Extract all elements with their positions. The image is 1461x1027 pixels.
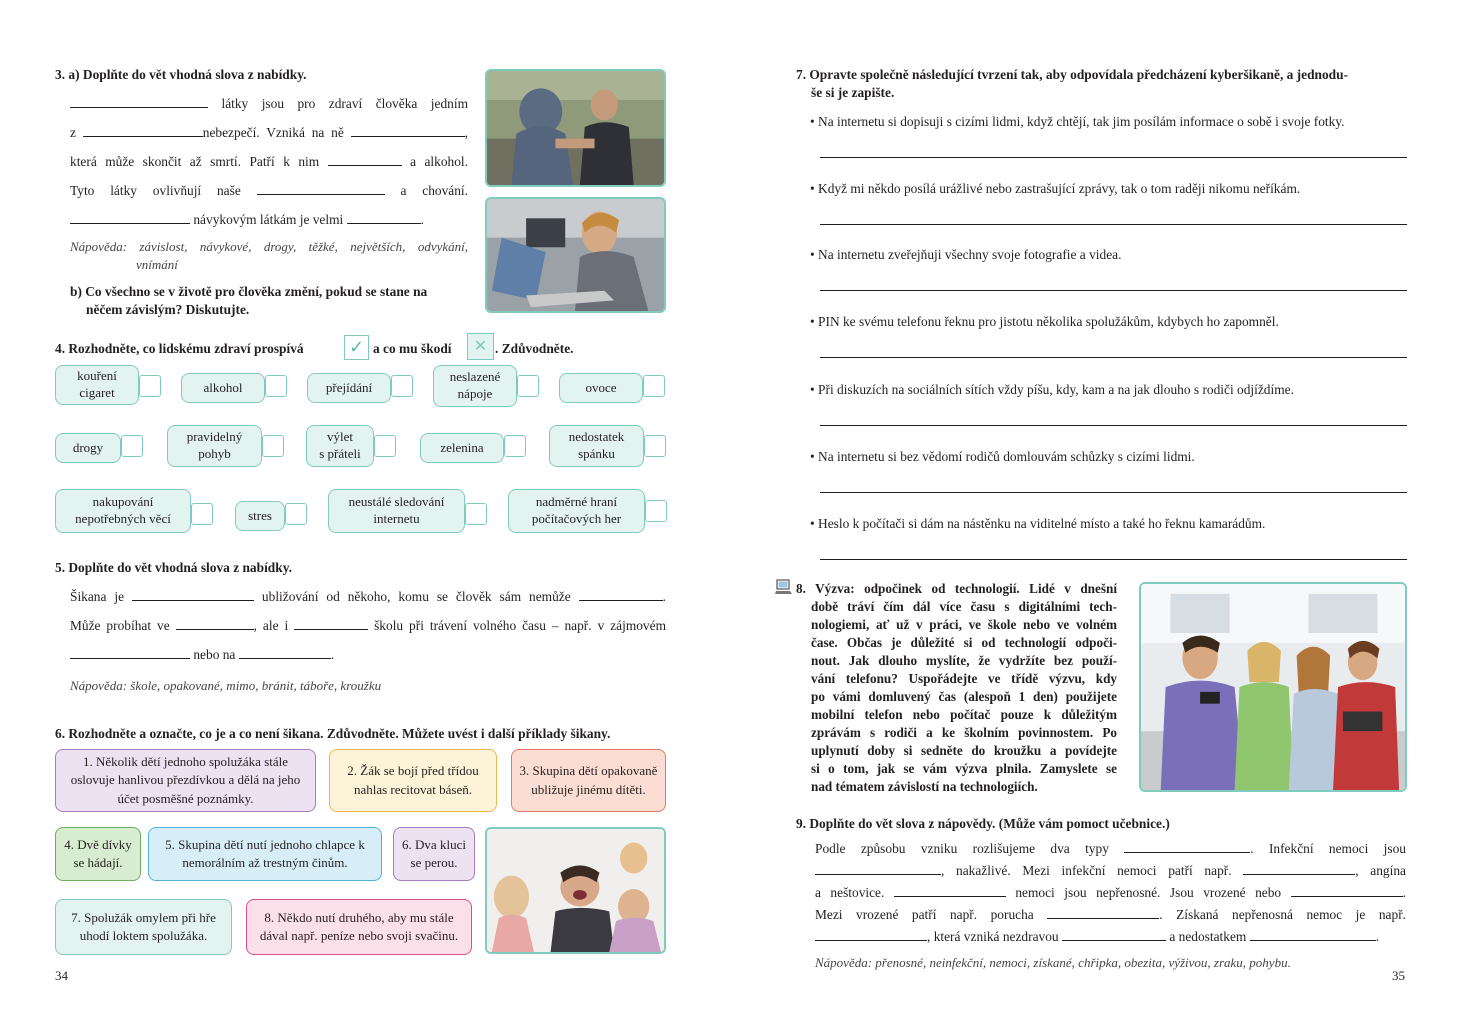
chip-koureni[interactable]: kouření cigaret [55, 365, 139, 405]
chip-checkbox[interactable] [191, 503, 213, 525]
q9-hint: Nápověda: přenosné, neinfekční, nemoci, získané, chřipka, obezita, výživou, zraku, pohybu. [815, 955, 1291, 970]
chip-ovoce[interactable]: ovoce [559, 373, 643, 403]
answer-line[interactable] [820, 492, 1407, 493]
q5-blank[interactable] [70, 646, 190, 659]
q3-hint-cont: vnímání [136, 257, 178, 272]
q3-blank[interactable] [328, 153, 402, 166]
bullying-card-6[interactable]: 6. Dva kluci se perou. [393, 827, 475, 881]
photo-kids-fighting [485, 827, 666, 954]
chip-checkbox[interactable] [643, 375, 665, 397]
bullying-card-1[interactable]: 1. Několik dětí jednoho spolužáka stále oslovuje hanlivou přezdívkou a dělá na jeho účet posměšné poznámky. [55, 749, 316, 812]
q7-statement-5: • Při diskuzích na sociálních sítích vždy píšu, kdy, kam a na jak dlouho s rodiči odjíždíme. [810, 382, 1294, 397]
answer-line[interactable] [820, 357, 1407, 358]
q7-statement-1: • Na internetu si dopisuji s cizími lidmi, když chtějí, tak jim posílám informace o sobě i svoje fotky. [810, 114, 1345, 129]
q9-line1: Podle způsobu vzniku rozlišujeme dva typy . Infekční nemoci jsou [815, 841, 1406, 856]
q9-blank[interactable] [815, 928, 927, 941]
q9-blank[interactable] [1124, 840, 1250, 853]
q3b-question: b) Co všechno se v životě pro člověka změní, pokud se stane na [70, 284, 428, 299]
q3-line3: která může skončit až smrtí. Patří k nim a alkohol. [70, 154, 468, 169]
answer-line[interactable] [820, 224, 1407, 225]
q3-blank[interactable] [257, 182, 385, 195]
q9-blank[interactable] [1047, 906, 1159, 919]
q5-blank[interactable] [579, 588, 663, 601]
q9-blank[interactable] [1250, 928, 1376, 941]
q9-blank[interactable] [815, 862, 941, 875]
q9-line4: Mezi vrozené patří např. porucha . Získaná nepřenosná nemoc je např. [815, 907, 1406, 922]
chip-neslazene-napoje[interactable]: neslazené nápoje [433, 365, 517, 407]
q3-line4: Tyto látky ovlivňují naše a chování. [70, 183, 468, 198]
chip-checkbox[interactable] [645, 500, 667, 522]
chip-checkbox[interactable] [504, 435, 526, 457]
chip-drogy[interactable]: drogy [55, 433, 121, 463]
q5-heading: 5. Doplňte do vět vhodná slova z nabídky. [55, 560, 292, 575]
q5-line1: Šikana je ubližování od někoho, komu se člověk sám nemůže . [70, 589, 666, 604]
chip-stres[interactable]: stres [235, 501, 285, 531]
q7-statement-3: • Na internetu zveřejňuji všechny svoje fotografie a videa. [810, 247, 1122, 262]
q3-hint: Nápověda: závislost, návykové, drogy, těžké, největších, odvykání, [70, 239, 468, 254]
chip-checkbox[interactable] [262, 435, 284, 457]
chip-checkbox[interactable] [517, 375, 539, 397]
q3-blank[interactable] [70, 95, 208, 108]
q5-hint: Nápověda: škole, opakované, mimo, bránit, táboře, kroužku [70, 678, 382, 693]
q5-line2: Může probíhat ve , ale i školu při trávení volného času – např. v zájmovém [70, 618, 666, 633]
q3-line2: z nebezpečí. Vzniká na ně , [70, 125, 468, 140]
chip-sledovani-internetu[interactable]: neustálé sledování internetu [328, 489, 465, 533]
chip-checkbox[interactable] [285, 503, 307, 525]
q9-blank[interactable] [894, 884, 1006, 897]
q7-statement-2: • Když mi někdo posílá urážlivé nebo zastrašující zprávy, tak o tom raději nikomu neříkám. [810, 181, 1301, 196]
chip-hrani-her[interactable]: nadměrné hraní počítačových her [508, 489, 645, 533]
q4-heading-end: . Zdůvodněte. [495, 341, 574, 356]
q3-blank[interactable] [347, 211, 421, 224]
answer-line[interactable] [820, 290, 1407, 291]
q3-line1: látky jsou pro zdraví člověka jedním [70, 95, 468, 112]
check-icon: ✓ [344, 335, 369, 360]
q3-blank[interactable] [351, 124, 465, 137]
chip-checkbox[interactable] [265, 375, 287, 397]
q3-blank[interactable] [70, 211, 190, 224]
answer-line[interactable] [820, 157, 1407, 158]
computer-icon [775, 578, 793, 596]
chip-checkbox[interactable] [121, 435, 143, 457]
q5-blank[interactable] [294, 617, 368, 630]
q6-heading: 6. Rozhodněte a označte, co je a co není šikana. Zdůvodněte. Můžete uvést i další příklady šikany. [55, 726, 611, 741]
chip-checkbox[interactable] [139, 375, 161, 397]
q7-statement-6: • Na internetu si bez vědomí rodičů domlouvám schůzky s cizími lidmi. [810, 449, 1195, 464]
q5-blank[interactable] [239, 646, 331, 659]
q7-heading: 7. Opravte společně následující tvrzení tak, aby odpovídala předcházení kyberšikaně, a jednodu- [796, 67, 1349, 82]
chip-nakupovani[interactable]: nakupování nepotřebných věcí [55, 489, 191, 533]
bullying-card-3[interactable]: 3. Skupina dětí opakovaně ubližuje jinému dítěti. [511, 749, 666, 812]
q7-statement-7: • Heslo k počítači si dám na nástěnku na viditelné místo a také ho řeknu kamarádům. [810, 516, 1266, 531]
q3-line5: návykovým látkám je velmi . [70, 211, 424, 228]
q3-heading: 3. a) Doplňte do vět vhodná slova z nabídky. [55, 67, 307, 82]
q4-heading-mid: a co mu škodí [373, 341, 452, 356]
page-number-left: 34 [55, 968, 68, 983]
page-number-right: 35 [1392, 968, 1405, 983]
bullying-card-5[interactable]: 5. Skupina dětí nutí jednoho chlapce k nemorálním až trestným činům. [148, 827, 382, 881]
q9-line2: , nakažlivé. Mezi infekční nemoci patří např. , angína [815, 862, 1406, 879]
q5-blank[interactable] [132, 588, 254, 601]
answer-line[interactable] [820, 425, 1407, 426]
photo-boy-laptop [485, 197, 666, 313]
q3b-question-cont: něčem závislým? Diskutujte. [86, 302, 250, 317]
q8-text: 8. Výzva: odpočinek od technologií. Lidé v dnešní době tráví čím dál více času s digitálními tech- nologiemi, ať už v práci, ve škole nebo ve volném čase. Občas je důležité si od technologií odpoči- nout. Jak dlouho myslíte, že vydržíte bez použí- vání telefonu? Uspořádejte ve třídě výzvu, kdy po vámi domluvený čas (alespoň 1 den) použijete mobilní telefon nebo počítač pouze k důležitým zprávám s rodiči a ke školním povinnostem. Po uplynutí doby si sedněte do kroužku a povídejte si o tom, jak se vám výzva plnila. Zamyslete se nad tématem závislostí na technologiích. [796, 581, 1117, 794]
bullying-card-4[interactable]: 4. Dvě dívky se hádají. [55, 827, 141, 881]
chip-prejidani[interactable]: přejídání [307, 373, 391, 403]
chip-checkbox[interactable] [391, 375, 413, 397]
cross-icon: ✕ [467, 333, 494, 360]
photo-teens-phones [1139, 582, 1407, 792]
chip-vylet[interactable]: výlet s přáteli [306, 425, 374, 467]
q9-blank[interactable] [1243, 862, 1355, 875]
chip-alkohol[interactable]: alkohol [181, 373, 265, 403]
photo-drug-deal [485, 69, 666, 187]
chip-checkbox[interactable] [644, 435, 666, 457]
answer-line[interactable] [820, 559, 1407, 560]
q4-heading: 4. Rozhodněte, co lidskému zdraví prospívá [55, 341, 304, 356]
q9-heading: 9. Doplňte do vět slova z nápovědy. (Může vám pomoct učebnice.) [796, 816, 1170, 831]
bullying-card-2[interactable]: 2. Žák se bojí před třídou nahlas recitovat báseň. [329, 749, 497, 812]
q9-blank[interactable] [1291, 884, 1403, 897]
q5-line3: nebo na . [70, 646, 334, 663]
q7-statement-4: • PIN ke svému telefonu řeknu pro jistotu několika spolužákům, kdybych ho zapomněl. [810, 314, 1279, 329]
q9-line3: a neštovice. nemoci jsou nepřenosné. Jsou vrozené nebo . [815, 885, 1406, 900]
q9-line5: , která vzniká nezdravou a nedostatkem . [815, 928, 1379, 945]
chip-checkbox[interactable] [465, 503, 487, 525]
q9-blank[interactable] [1062, 928, 1166, 941]
bullying-card-8[interactable]: 8. Někdo nutí druhého, aby mu stále dával např. peníze nebo svoji svačinu. [246, 899, 472, 955]
q3-blank[interactable] [83, 124, 203, 137]
chip-nedostatek-spanku[interactable]: nedostatek spánku [549, 425, 644, 467]
chip-pravidelny-pohyb[interactable]: pravidelný pohyb [167, 425, 262, 467]
bullying-card-7[interactable]: 7. Spolužák omylem při hře uhodí loktem spolužáka. [55, 899, 232, 955]
chip-checkbox[interactable] [374, 435, 396, 457]
chip-zelenina[interactable]: zelenina [420, 433, 504, 463]
q7-heading-cont: še si je zapište. [811, 85, 895, 100]
q5-blank[interactable] [176, 617, 254, 630]
